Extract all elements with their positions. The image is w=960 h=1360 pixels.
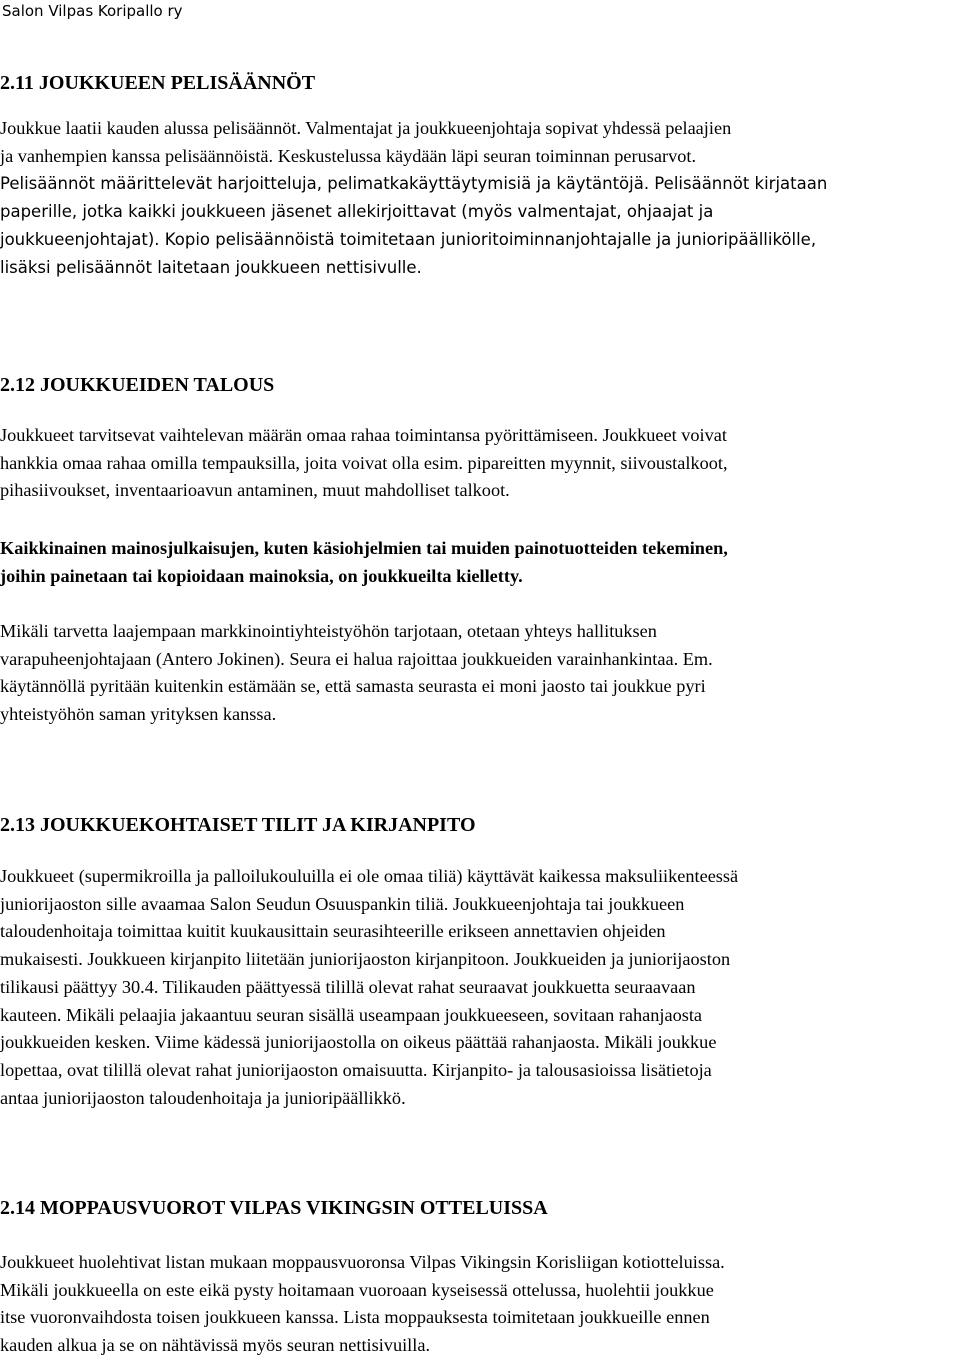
- paragraph-line: lopettaa, ovat tilillä olevat rahat juniorijaoston omaisuutta. Kirjanpito- ja talousasioissa lisätietoja: [0, 1059, 712, 1080]
- paragraph-line: Joukkueet huolehtivat listan mukaan moppausvuoronsa Vilpas Vikingsin Korisliigan kotiotteluissa.: [0, 1252, 725, 1272]
- paragraph-line: joukkueenjohtajat). Kopio pelisäännöistä toimitetaan junioritoiminnanjohtajalle ja junioripäällikölle,: [0, 229, 817, 249]
- running-header: Salon Vilpas Koripallo ry: [2, 2, 183, 20]
- paragraph-line: hankkia omaa rahaa omilla tempauksilla, joita voivat olla esim. pipareitten myynnit, siivoustalkoot,: [0, 452, 728, 473]
- paragraph-line: Joukkueet (supermikroilla ja palloilukouluilla ei ole omaa tiliä) käyttävät kaikessa maksuliikenteessä: [0, 866, 739, 886]
- section-2-12-paragraph-1: [0, 422, 960, 505]
- paragraph-line: Mikäli tarvetta laajempaan markkinointiyhteistyöhön tarjotaan, otetaan yhteys hallituksen: [0, 621, 657, 641]
- section-heading-2-11: 2.11 JOUKKUEEN PELISÄÄNNÖT: [0, 72, 316, 94]
- paragraph-line: mukaisesti. Joukkueen kirjanpito liitetään juniorijaoston kirjanpitoon. Joukkueiden ja juniorijaoston: [0, 949, 731, 970]
- paragraph-line: Joukkue laatii kauden alussa pelisäännöt. Valmentajat ja joukkueenjohtaja sopivat yhdessä pelaajien: [0, 118, 732, 138]
- section-2-12-paragraph-3: [0, 618, 960, 729]
- section-heading-2-12: 2.12 JOUKKUEIDEN TALOUS: [0, 374, 275, 396]
- paragraph-line: juniorijaoston sille avaamaa Salon Seudun Osuuspankin tiliä. Joukkueenjohtaja tai joukkueen: [0, 893, 685, 914]
- paragraph-line: yhteistyöhön saman yrityksen kanssa.: [0, 704, 277, 725]
- paragraph-line: antaa juniorijaoston taloudenhoitaja ja junioripäällikkö.: [0, 1087, 406, 1108]
- paragraph-line: joukkueiden kesken. Viime kädessä juniorijaostolla on oikeus päättää rahanjaosta. Mikäli joukkue: [0, 1032, 717, 1053]
- paragraph-line: joihin painetaan tai kopioidaan mainoksia, on joukkueilta kielletty.: [0, 565, 523, 586]
- section-2-13-paragraph: [0, 863, 960, 1112]
- paragraph-line: pihasiivoukset, inventaarioavun antaminen, muut mahdolliset talkoot.: [0, 480, 510, 501]
- paragraph-line: taloudenhoitaja toimittaa kuitit kuukausittain seurasihteerille erikseen annettavien ohjeiden: [0, 921, 666, 942]
- paragraph-line: kauteen. Mikäli pelaajia jakaantuu seuran sisällä useampaan joukkueeseen, sovitaan rahanjaosta: [0, 1004, 703, 1025]
- paragraph-line: Kaikkinainen mainosjulkaisujen, kuten käsiohjelmien tai muiden painotuotteiden tekeminen,: [0, 538, 728, 558]
- paragraph-line: käytännöllä pyritään kuitenkin estämään se, että samasta seurasta ei moni jaosto tai joukkue pyri: [0, 676, 706, 697]
- paragraph-line: paperille, jotka kaikki joukkueen jäsenet allekirjoittavat (myös valmentajat, ohjaajat ja: [0, 202, 714, 222]
- paragraph-line: Pelisäännöt määrittelevät harjoitteluja, pelimatkakäyttäytymisiä ja käytäntöjä. Pelisäännöt kirjataan: [0, 174, 828, 194]
- paragraph-line: tilikausi päättyy 30.4. Tilikauden päättyessä tilillä olevat rahat seuraavat joukkuetta seuraavaan: [0, 976, 696, 997]
- section-2-14-paragraph: [0, 1249, 960, 1360]
- section-2-12-paragraph-2: [0, 535, 960, 590]
- paragraph-line: Mikäli joukkueella on este eikä pysty hoitamaan vuoroaan kyseisessä ottelussa, huolehtii joukkue: [0, 1279, 714, 1300]
- section-heading-2-13: 2.13 JOUKKUEKOHTAISET TILIT JA KIRJANPITO: [0, 814, 476, 836]
- paragraph-line: kauden alkua ja se on nähtävissä myös seuran nettisivuilla.: [0, 1335, 431, 1356]
- paragraph-line: varapuheenjohtajaan (Antero Jokinen). Seura ei halua rajoittaa joukkueiden varainhankintaa. Em.: [0, 648, 713, 669]
- paragraph-line: Joukkueet tarvitsevat vaihtelevan määrän omaa rahaa toimintansa pyörittämiseen. Joukkueet voivat: [0, 425, 727, 445]
- paragraph-line: itse vuoronvaihdosta toisen joukkueen kanssa. Lista moppauksesta toimitetaan joukkueille ennen: [0, 1307, 710, 1328]
- section-2-11-paragraph: [0, 115, 960, 281]
- paragraph-line: ja vanhempien kanssa pelisäännöistä. Keskustelussa käydään läpi seuran toiminnan perusarvot.: [0, 145, 697, 166]
- section-heading-2-14: 2.14 MOPPAUSVUOROT VILPAS VIKINGSIN OTTELUISSA: [0, 1197, 548, 1219]
- paragraph-line: lisäksi pelisäännöt laitetaan joukkueen nettisivulle.: [0, 257, 422, 277]
